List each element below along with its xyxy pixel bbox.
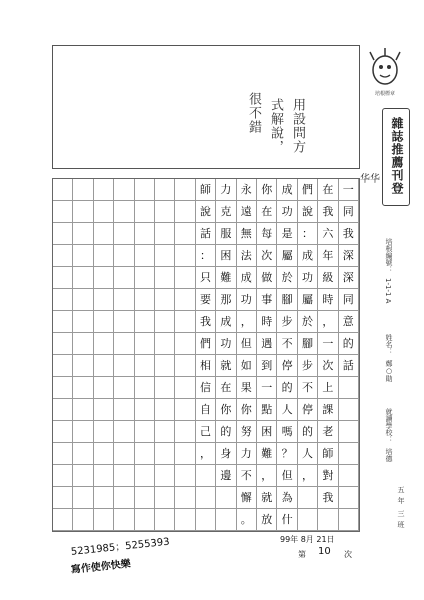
grid-cell <box>94 201 114 223</box>
grid-cell <box>135 201 155 223</box>
grid-cell: ： <box>196 245 216 267</box>
grid-cell <box>339 443 359 465</box>
grid-cell: 功 <box>216 333 236 355</box>
grid-cell <box>175 465 195 487</box>
grid-cell: 就 <box>257 487 277 509</box>
grid-cell: 不 <box>237 465 257 487</box>
sequence-suffix: 次 <box>344 550 352 559</box>
grid-cell <box>175 289 195 311</box>
grid-cell: 到 <box>257 355 277 377</box>
grid-cell <box>73 421 93 443</box>
grid-cell: 時 <box>318 289 338 311</box>
grid-cell: 。 <box>237 509 257 531</box>
grid-cell: 老 <box>318 421 338 443</box>
grid-cell: 成 <box>277 179 297 201</box>
grid-cell: 年 <box>318 245 338 267</box>
grid-cell <box>114 267 134 289</box>
class-label: 班 <box>397 521 405 528</box>
grid-cell: 法 <box>237 245 257 267</box>
grid-cell <box>135 421 155 443</box>
manuscript-grid <box>52 178 360 532</box>
grid-cell <box>73 311 93 333</box>
grid-cell: 話 <box>196 223 216 245</box>
grid-cell: 遇 <box>257 333 277 355</box>
grid-cell <box>53 179 73 201</box>
grid-cell: 不 <box>277 333 297 355</box>
grid-cell: ， <box>257 465 277 487</box>
grid-cell: 功 <box>298 267 318 289</box>
grid-cell: 困 <box>257 421 277 443</box>
grid-cell <box>114 245 134 267</box>
grid-cell <box>53 201 73 223</box>
name-label: 姓名： <box>385 334 393 355</box>
grid-cell <box>53 509 73 531</box>
grid-cell <box>73 179 93 201</box>
grid-cell: ： <box>298 223 318 245</box>
grid-cell: 力 <box>216 179 236 201</box>
grid-cell <box>94 465 114 487</box>
grid-cell: 成 <box>237 267 257 289</box>
grid-cell: 為 <box>277 487 297 509</box>
grid-cell: 人 <box>277 399 297 421</box>
grid-cell <box>298 509 318 531</box>
grid-cell: 如 <box>237 355 257 377</box>
grid-cell <box>339 509 359 531</box>
grid-cell <box>53 399 73 421</box>
grid-cell <box>135 267 155 289</box>
grid-cell: 在 <box>257 201 277 223</box>
grid-cell: 步 <box>277 311 297 333</box>
grid-cell: 但 <box>277 465 297 487</box>
grid-cell: 努 <box>237 421 257 443</box>
grid-cell <box>135 289 155 311</box>
comment-line-3: 很不錯 <box>246 92 261 134</box>
grid-cell: 同 <box>339 289 359 311</box>
grid-cell: 成 <box>216 311 236 333</box>
grid-cell: 無 <box>237 223 257 245</box>
grid-cell: 意 <box>339 311 359 333</box>
name-value: 鄭○勛 <box>385 360 393 382</box>
grid-cell <box>298 487 318 509</box>
code-value: 1-1-1 A <box>384 278 392 304</box>
grid-cell: 停 <box>277 355 297 377</box>
grid-cell <box>94 421 114 443</box>
grid-cell: 我 <box>339 223 359 245</box>
grid-cell: 功 <box>237 289 257 311</box>
grid-cell: 的 <box>339 333 359 355</box>
grid-cell <box>155 487 175 509</box>
grid-cell <box>318 509 338 531</box>
grid-cell: 永 <box>237 179 257 201</box>
grid-cell <box>94 223 114 245</box>
grid-cell: 於 <box>277 267 297 289</box>
grid-cell <box>73 509 93 531</box>
header-mark: 华华 <box>360 174 380 185</box>
grid-cell: 們 <box>196 333 216 355</box>
grid-cell: 深 <box>339 245 359 267</box>
grid-cell: 做 <box>257 267 277 289</box>
grid-cell <box>114 179 134 201</box>
grid-cell: 說 <box>196 201 216 223</box>
footer-slogan: 寫作使你快樂 <box>70 558 132 576</box>
grid-cell <box>175 267 195 289</box>
sequence-value: 10 <box>318 546 331 557</box>
grid-cell <box>73 355 93 377</box>
grid-cell: ？ <box>277 443 297 465</box>
grid-cell <box>155 289 175 311</box>
grid-cell <box>155 355 175 377</box>
grid-cell <box>53 443 73 465</box>
grid-cell: 一 <box>257 377 277 399</box>
grid-cell: 腳 <box>298 333 318 355</box>
grid-cell: ， <box>237 311 257 333</box>
grid-cell <box>175 421 195 443</box>
grid-cell <box>73 465 93 487</box>
grid-cell: 事 <box>257 289 277 311</box>
grid-cell: 我 <box>196 311 216 333</box>
grid-cell <box>155 311 175 333</box>
grid-cell <box>94 443 114 465</box>
grid-cell: 同 <box>339 201 359 223</box>
grid-cell: 那 <box>216 289 236 311</box>
grid-cell: 說 <box>298 201 318 223</box>
grid-cell <box>175 245 195 267</box>
grid-cell: 時 <box>257 311 277 333</box>
grid-cell: 己 <box>196 421 216 443</box>
grid-cell <box>175 223 195 245</box>
grid-cell <box>114 465 134 487</box>
grid-cell: 在 <box>216 377 236 399</box>
class-value: 三 <box>397 510 405 517</box>
grid-cell <box>73 267 93 289</box>
grid-cell <box>114 399 134 421</box>
grid-cell <box>155 179 175 201</box>
grid-cell <box>175 399 195 421</box>
grid-cell <box>135 487 155 509</box>
grid-cell <box>114 223 134 245</box>
grid-cell <box>175 487 195 509</box>
grid-cell <box>135 355 155 377</box>
grid-cell: 六 <box>318 223 338 245</box>
grid-cell: 的 <box>277 377 297 399</box>
grid-cell <box>339 399 359 421</box>
grid-cell: 上 <box>318 377 338 399</box>
grid-cell <box>114 201 134 223</box>
grid-cell <box>135 179 155 201</box>
grid-cell: 我 <box>318 487 338 509</box>
grid-cell: 不 <box>298 377 318 399</box>
grid-cell: 腳 <box>277 289 297 311</box>
grid-cell <box>73 377 93 399</box>
grid-cell: 要 <box>196 289 216 311</box>
grid-cell: 課 <box>318 399 338 421</box>
grid-cell <box>53 465 73 487</box>
grid-cell: 相 <box>196 355 216 377</box>
grid-cell <box>135 311 155 333</box>
grid-cell: 次 <box>257 245 277 267</box>
grid-cell: 一 <box>318 333 338 355</box>
grid-cell <box>73 333 93 355</box>
grid-cell <box>175 377 195 399</box>
grid-cell <box>135 465 155 487</box>
grid-cell <box>73 201 93 223</box>
grid-cell: 級 <box>318 267 338 289</box>
grid-cell <box>114 377 134 399</box>
school-value: 培德 <box>385 448 393 462</box>
grid-cell: 你 <box>257 179 277 201</box>
grid-cell <box>94 509 114 531</box>
grid-cell: 克 <box>216 201 236 223</box>
grid-cell <box>53 377 73 399</box>
grid-cell <box>155 443 175 465</box>
grid-cell: ， <box>318 311 338 333</box>
grid-cell <box>53 355 73 377</box>
grid-cell <box>73 443 93 465</box>
grid-cell <box>135 223 155 245</box>
grid-cell <box>175 201 195 223</box>
grid-cell <box>155 201 175 223</box>
footer-phone: 5231985；5255393 <box>70 536 171 558</box>
grid-cell <box>196 487 216 509</box>
grid-cell <box>155 267 175 289</box>
grid-cell: 人 <box>298 443 318 465</box>
grid-cell <box>114 333 134 355</box>
grid-cell <box>175 333 195 355</box>
grid-cell: 什 <box>277 509 297 531</box>
grid-cell: 果 <box>237 377 257 399</box>
grid-cell: 懈 <box>237 487 257 509</box>
grid-cell: 信 <box>196 377 216 399</box>
grid-cell <box>73 245 93 267</box>
grid-cell <box>135 399 155 421</box>
grid-cell: 自 <box>196 399 216 421</box>
grid-cell <box>196 509 216 531</box>
grid-cell: 你 <box>237 399 257 421</box>
grid-cell <box>73 223 93 245</box>
grid-cell <box>53 289 73 311</box>
grid-cell <box>155 465 175 487</box>
grid-cell <box>175 443 195 465</box>
grid-cell: 只 <box>196 267 216 289</box>
grid-cell <box>73 289 93 311</box>
grid-cell <box>135 245 155 267</box>
grid-cell <box>114 509 134 531</box>
logo-caption: 培根標章 <box>374 91 395 97</box>
grid-cell <box>94 179 114 201</box>
grid-cell <box>94 355 114 377</box>
grid-cell: 邊 <box>216 465 236 487</box>
grid-cell <box>114 443 134 465</box>
grade-value: 五 <box>397 486 405 493</box>
grid-cell <box>175 355 195 377</box>
grid-cell <box>216 509 236 531</box>
grid-cell <box>114 355 134 377</box>
grid-cell: ， <box>196 443 216 465</box>
comment-line-1: 用設問方 <box>290 98 305 154</box>
grid-cell <box>175 509 195 531</box>
grid-cell <box>114 421 134 443</box>
grid-cell <box>155 399 175 421</box>
grid-cell: 師 <box>196 179 216 201</box>
grid-cell: 的 <box>216 421 236 443</box>
grid-cell: 遠 <box>237 201 257 223</box>
grid-cell: 師 <box>318 443 338 465</box>
grid-cell <box>339 421 359 443</box>
grid-cell: 成 <box>298 245 318 267</box>
grid-cell: ， <box>298 465 318 487</box>
grid-cell <box>135 443 155 465</box>
grid-cell: 於 <box>298 311 318 333</box>
grid-cell: 我 <box>318 201 338 223</box>
grid-cell <box>53 487 73 509</box>
grid-cell <box>339 487 359 509</box>
grid-cell <box>73 399 93 421</box>
grid-cell <box>94 311 114 333</box>
grid-cell <box>155 421 175 443</box>
grid-cell: 步 <box>298 355 318 377</box>
grid-cell: 但 <box>237 333 257 355</box>
grid-cell <box>94 245 114 267</box>
school-label: 就讀學校： <box>385 408 393 443</box>
grid-cell: 對 <box>318 465 338 487</box>
grid-cell <box>155 245 175 267</box>
grid-cell <box>155 223 175 245</box>
grid-cell: 難 <box>216 267 236 289</box>
grid-cell <box>53 333 73 355</box>
grid-cell: 屬 <box>277 245 297 267</box>
grid-cell <box>339 377 359 399</box>
grid-cell: 屬 <box>298 289 318 311</box>
grid-cell: 深 <box>339 267 359 289</box>
grid-cell <box>114 487 134 509</box>
grid-cell: 功 <box>277 201 297 223</box>
grid-cell: 停 <box>298 399 318 421</box>
grid-cell <box>94 267 114 289</box>
grid-cell: 嗎 <box>277 421 297 443</box>
grid-cell <box>155 377 175 399</box>
grid-cell <box>53 245 73 267</box>
grid-cell: 點 <box>257 399 277 421</box>
grid-cell: 力 <box>237 443 257 465</box>
comment-box <box>52 45 360 169</box>
grid-cell: 一 <box>339 179 359 201</box>
grid-cell: 困 <box>216 245 236 267</box>
grid-cell: 身 <box>216 443 236 465</box>
grid-cell <box>73 487 93 509</box>
grid-cell: 是 <box>277 223 297 245</box>
grid-cell <box>175 179 195 201</box>
grid-cell <box>94 333 114 355</box>
grid-cell <box>53 267 73 289</box>
grid-cell <box>216 487 236 509</box>
grid-cell <box>155 509 175 531</box>
grid-cell: 話 <box>339 355 359 377</box>
grid-cell <box>175 311 195 333</box>
footer-date: 99年 8月 21日 <box>280 535 335 544</box>
grid-cell: 的 <box>298 421 318 443</box>
bacon-logo-icon <box>360 42 410 97</box>
grid-cell <box>114 311 134 333</box>
grid-cell: 你 <box>216 399 236 421</box>
grid-cell: 服 <box>216 223 236 245</box>
grid-cell <box>94 399 114 421</box>
grid-cell: 放 <box>257 509 277 531</box>
grid-cell <box>135 333 155 355</box>
grid-cell <box>114 289 134 311</box>
code-label: 培根編號： <box>385 238 393 273</box>
grid-cell <box>155 333 175 355</box>
grid-cell <box>339 465 359 487</box>
grid-cell <box>94 487 114 509</box>
grid-cell <box>53 223 73 245</box>
recommend-banner-text: 雜誌推薦刊登 <box>390 117 404 195</box>
comment-line-2: 式解說， <box>268 98 283 154</box>
grid-cell <box>135 509 155 531</box>
grid-cell: 就 <box>216 355 236 377</box>
grid-cell <box>53 421 73 443</box>
grid-cell: 難 <box>257 443 277 465</box>
grid-cell <box>53 311 73 333</box>
grid-cell: 每 <box>257 223 277 245</box>
grid-cell <box>196 465 216 487</box>
grade-label: 年 <box>397 497 405 504</box>
grid-cell: 在 <box>318 179 338 201</box>
grid-cell: 們 <box>298 179 318 201</box>
grid-cell <box>135 377 155 399</box>
sequence-label: 第 <box>298 550 306 559</box>
grid-cell <box>94 377 114 399</box>
grid-cell <box>94 289 114 311</box>
grid-cell: 次 <box>318 355 338 377</box>
